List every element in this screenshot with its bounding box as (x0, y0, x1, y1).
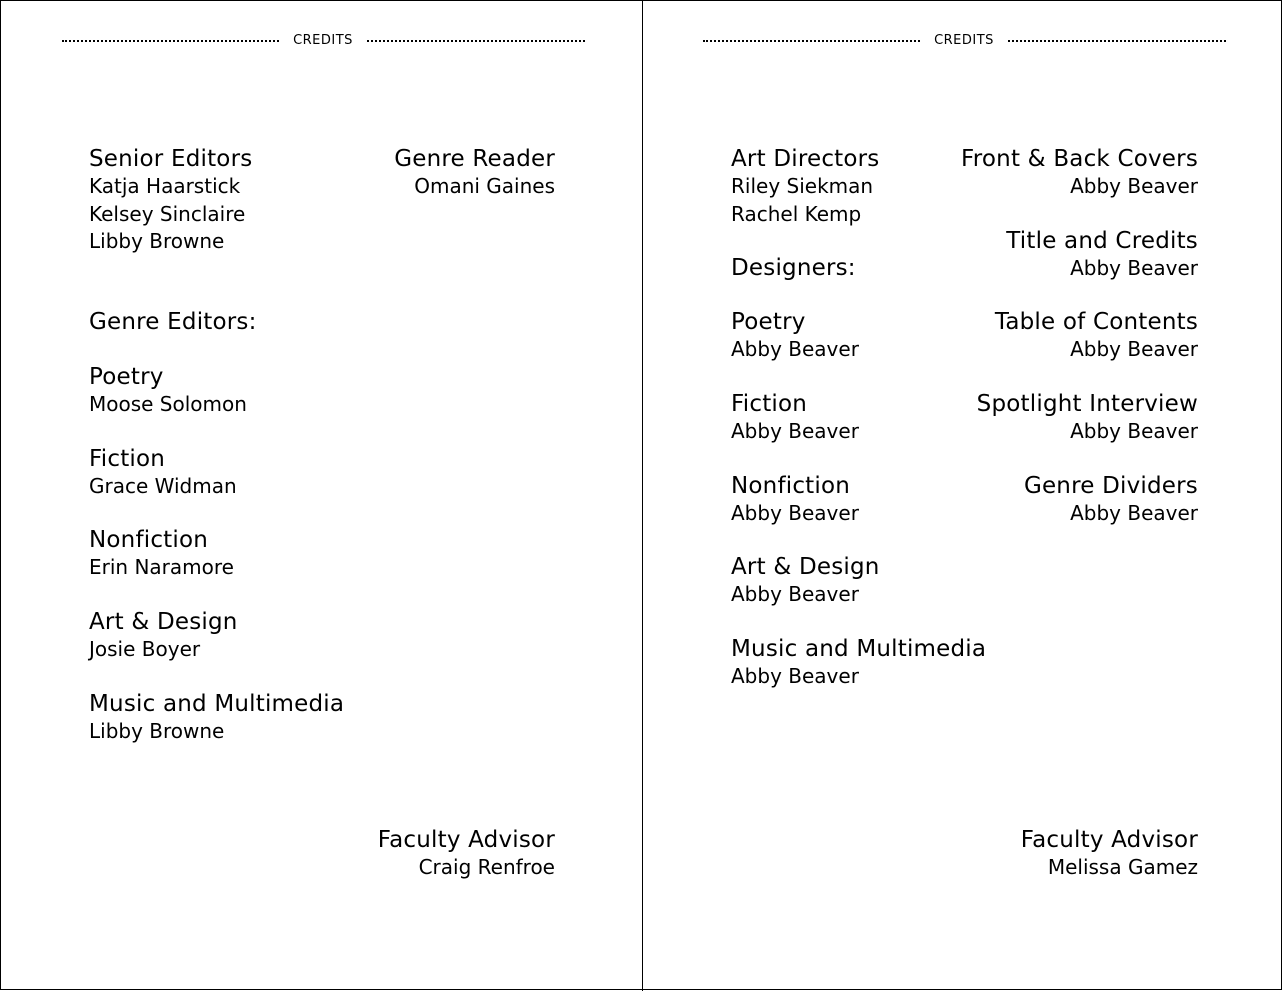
credit-art-directors (731, 145, 880, 228)
section-heading: Designers: (731, 255, 856, 281)
role-title: Music and Multimedia (89, 691, 345, 717)
role-title: Faculty Advisor (377, 827, 555, 853)
credit-name: Abby Beaver (731, 501, 859, 525)
credit-name: Omani Gaines (414, 174, 555, 198)
credit-name: Abby Beaver (1070, 174, 1198, 198)
credit-spotlight-interview (977, 390, 1198, 446)
running-head (1, 31, 642, 51)
credit-music-multimedia-editor (89, 690, 344, 746)
credit-name: Grace Widman (89, 474, 237, 498)
role-title: Poetry (731, 309, 806, 335)
credit-name: Erin Naramore (89, 555, 234, 579)
credit-name: Libby Browne (89, 719, 225, 743)
credit-name: Rachel Kemp (731, 201, 862, 226)
credit-poetry-editor (89, 363, 247, 419)
credit-art-design-designer (731, 553, 880, 609)
credit-genre-dividers (1024, 472, 1198, 528)
credit-title-credits (1006, 227, 1198, 283)
role-title: Front & Back Covers (960, 146, 1198, 172)
dotted-rule-right (367, 40, 585, 42)
credit-name: Abby Beaver (1070, 337, 1198, 361)
role-title: Nonfiction (731, 473, 851, 499)
role-title: Genre Dividers (1023, 473, 1198, 499)
credit-music-multimedia-designer (731, 635, 986, 691)
role-title: Poetry (89, 364, 164, 390)
running-head-label: CREDITS (293, 33, 353, 48)
role-title: Fiction (89, 446, 166, 472)
role-title: Table of Contents (994, 309, 1198, 335)
credit-name: Abby Beaver (731, 582, 859, 606)
role-title: Spotlight Interview (976, 391, 1198, 417)
role-title: Fiction (731, 391, 808, 417)
section-heading: Genre Editors: (89, 309, 257, 335)
credit-name: Melissa Gamez (1047, 855, 1198, 879)
credit-senior-editors (89, 145, 252, 256)
credit-name: Abby Beaver (731, 337, 859, 361)
credit-name: Abby Beaver (1070, 419, 1198, 443)
role-title: Art & Design (89, 609, 238, 635)
credit-name: Riley Siekman (731, 174, 874, 198)
credit-fiction-designer (731, 390, 859, 446)
role-title: Senior Editors (89, 146, 253, 172)
credit-name: Moose Solomon (89, 392, 247, 416)
credit-faculty-advisor (1021, 826, 1198, 882)
role-title: Art & Design (731, 554, 880, 580)
credit-fiction-editor (89, 445, 237, 501)
credit-genre-reader (394, 145, 555, 201)
credit-table-of-contents (995, 308, 1198, 364)
credit-name: Abby Beaver (1070, 256, 1198, 280)
credit-name: Katja Haarstick (89, 174, 241, 198)
role-title: Music and Multimedia (731, 636, 987, 662)
credit-name: Libby Browne (89, 229, 225, 253)
dotted-rule-left (703, 40, 920, 42)
section-heading-genre-editors (89, 308, 257, 336)
credit-nonfiction-editor (89, 526, 234, 582)
running-head-label: CREDITS (934, 33, 994, 48)
right-page (643, 1, 1282, 991)
left-page (1, 1, 642, 991)
credit-art-design-editor (89, 608, 238, 664)
role-title: Art Directors (731, 146, 880, 172)
credit-name: Craig Renfroe (418, 855, 555, 879)
running-head (643, 31, 1282, 51)
dotted-rule-right (1008, 40, 1226, 42)
credit-name: Kelsey Sinclaire (89, 201, 246, 226)
role-title: Nonfiction (89, 527, 209, 553)
credit-poetry-designer (731, 308, 859, 364)
role-title: Genre Reader (394, 146, 555, 172)
role-title: Title and Credits (1006, 228, 1198, 254)
credit-front-back-covers (961, 145, 1198, 201)
credit-name: Abby Beaver (1070, 501, 1198, 525)
dotted-rule-left (62, 40, 279, 42)
credit-name: Abby Beaver (731, 419, 859, 443)
credit-name: Josie Boyer (89, 637, 201, 661)
credit-name: Abby Beaver (731, 664, 859, 688)
role-title: Faculty Advisor (1020, 827, 1198, 853)
section-heading-designers (731, 254, 856, 282)
credit-nonfiction-designer (731, 472, 859, 528)
credit-faculty-advisor (378, 826, 555, 882)
